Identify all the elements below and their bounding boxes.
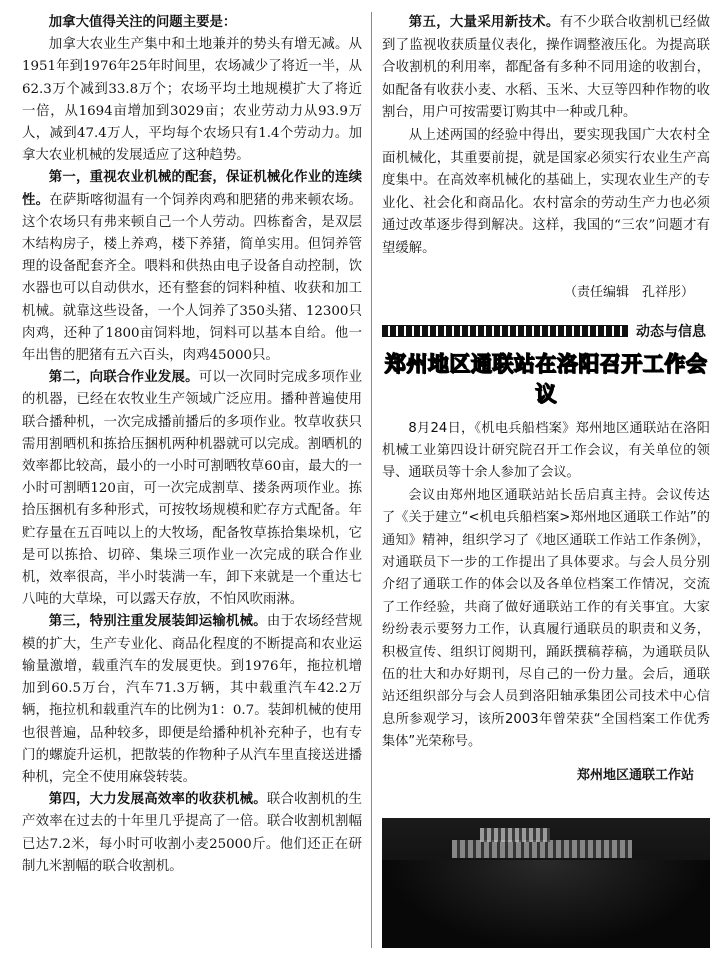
photo-ground bbox=[382, 860, 710, 948]
news-headline: 郑州地区通联站在洛阳召开工作会议 bbox=[384, 351, 708, 406]
point-1-paragraph bbox=[22, 167, 362, 367]
conclusion-paragraph: 从上述两国的经验中得出，要实现我国广大农村全面机械化，其重要前提，就是国家必须实行农业生产高度集中。在高效率机械化的基础上，实现农业生产的专业化、社会化和商品化。农村富余的劳动生产力也必须通过改革逐步得到解决。这样，我国的“三农”问题才有望缓解。 bbox=[382, 127, 710, 256]
point-2-body: 可以一次同时完成多项作业的机器，已经在农牧业生产领域广泛应用。播种普遍使用联合播种机，一次完成播前播后的多项作业。牧草收获只需用割晒机和拣拾压捆机两种机器就可以完成。割晒机的效率都比较高，最小的一小时可割晒牧草60亩，最大的一小时可割晒120亩，可一次完成割草、搂条两项作业。拣拾压捆机有多种形式，可按牧场规模和贮存方式配备。年贮存量在五百吨以上的大牧场，配备牧草拣拾集垛机，它是可以拣拾、切碎、集垛三项作业一次完成的联合作业机，效率很高，半小时装满一车，卸下来就是一个重达七八吨的大草垛，可以露天存放，不怕风吹雨淋。 bbox=[22, 370, 362, 608]
section-header bbox=[382, 322, 710, 340]
point-4-title: 第四，大力发展高效率的收获机械。 bbox=[48, 792, 267, 808]
section-label: 动态与信息 bbox=[636, 323, 706, 340]
intro-paragraph: 加拿大农业生产集中和土地兼并的势头有增无减。从1951年到1976年25年时间里，农场减少了将近一半，从62.3万个减到33.8万个；农场平均土地规模扩大了将近一倍，从1694亩增加到3029亩；农业劳动力从93.9万人，减到47.4万人，平均每个农场只有1.4个劳动力。加拿大农业机械的发展适应了这种趋势。 bbox=[22, 37, 362, 164]
section-stripe bbox=[382, 325, 628, 337]
point-2-paragraph bbox=[22, 367, 362, 611]
article-continuation bbox=[382, 12, 710, 261]
photo-building bbox=[452, 840, 632, 858]
left-column bbox=[22, 12, 362, 878]
photo-building-top bbox=[480, 828, 550, 842]
point-1-body: 在萨斯喀彻温有一个饲养肉鸡和肥猪的弗来顿农场。这个农场只有弗来顿自己一个人劳动。四栋畜舍，是双层木结构房子，楼上养鸡，楼下养猪，简单实用。但饲养管理的设备配套齐全。喂料和供热由电子设备自动控制，饮水器也可以自动供水，还有整套的饲料种植、收获和加工机械。就靠这些设备，一个人饲养了350头猪、12300只肉鸡，还种了1800亩饲料地，饲料可以基本自给。他一年出售的肥猪有五六百头，肉鸡45000只。 bbox=[22, 192, 362, 364]
point-5-paragraph bbox=[382, 12, 710, 125]
intro-heading: 加拿大值得关注的问题主要是： bbox=[48, 15, 237, 30]
point-4-body: 联合收割机的生产效率在过去的十年里几乎提高了一倍。联合收割机割幅已达7.2米，每小时可收割小麦25000斤。他们还正在研制九米割幅的联合收割机。 bbox=[22, 792, 363, 874]
news-article bbox=[382, 418, 710, 754]
point-1-title: 第一，重视农业机械的配套，保证机械化作业的连续性。 bbox=[22, 170, 362, 208]
point-5-title: 第五，大量采用新技术。 bbox=[408, 15, 560, 30]
news-signature: 郑州地区通联工作站 bbox=[576, 767, 694, 783]
right-column bbox=[382, 12, 710, 783]
news-paragraph-1: 8月24日，《机电兵船档案》郑州地区通联站在洛阳机械工业第四设计研究院召开工作会议，有关单位的领导、通联员等十余人参加了会议。 bbox=[382, 420, 710, 481]
point-2-title: 第二，向联合作业发展。 bbox=[48, 370, 199, 386]
editor-credit: （责任编辑 孔祥彤） bbox=[563, 284, 694, 300]
news-paragraph-2: 会议由郑州地区通联站站长岳启真主持。会议传达了《关于建立“<机电兵船档案>郑州地区通联工作站”的通知》精神，组织学习了《地区通联工作站工作条例》，对通联员下一步的工作提出了具体要求。与会人员分别介绍了通联工作的体会以及各单位档案工作情况，交流了工作经验，共商了做好通联站工作的有关事宜。大家纷纷表示要努力工作，认真履行通联员的职责和义务，积极宣传、组织订阅期刊，踊跃撰稿荐稿，为通联员队伍的壮大和办好期刊，尽自己的一份力量。会后，通联站还组织部分与会人员到洛阳轴承集团公司技术中心信息所参观学习，该所2003年曾荣获“全国档案工作优秀集体”光荣称号。 bbox=[382, 487, 710, 750]
column-divider bbox=[371, 12, 372, 948]
point-3-paragraph bbox=[22, 611, 362, 789]
point-4-paragraph bbox=[22, 789, 362, 878]
point-3-body: 由于农场经营规模的扩大，生产专业化、商品化程度的不断提高和农业运输量激增，载重汽车的发展更快。到1976年，拖拉机增加到60.5万台，汽车71.3万辆，其中载重汽车42.2万辆，拖拉机和载重汽车的比例为1：0.7。装卸机械的使用也很普遍，品种较多，即便是给播种机补充种子，也有专门的螺旋升运机，把散装的作物种子从汽车里直接送进播种机，完全不使用麻袋转装。 bbox=[22, 614, 363, 785]
point-3-title: 第三，特别注重发展装卸运输机械。 bbox=[48, 614, 267, 630]
point-5-body: 有不少联合收割机已经做到了监视收获质量仪表化，操作调整液压化。为提高联合收割机的利用率，都配备有多种不同用途的收割台，如配备有收获小麦、水稻、玉米、大豆等四种作物的收割台，用户可按需要订购其中一种或几种。 bbox=[382, 15, 711, 121]
meeting-venue-photo bbox=[382, 818, 710, 948]
